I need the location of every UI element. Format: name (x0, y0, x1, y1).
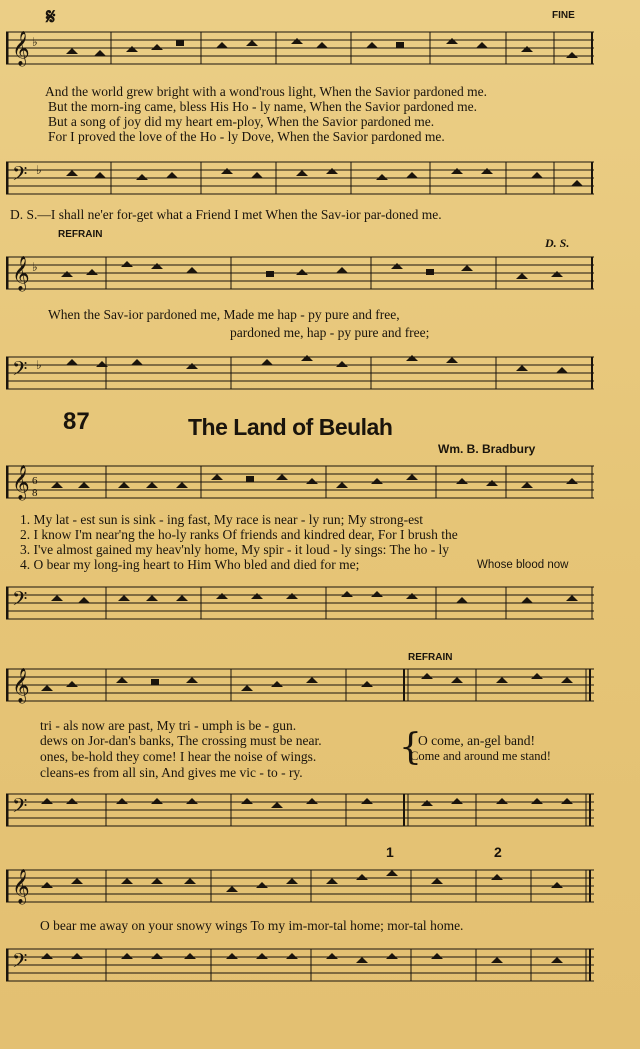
refrain-line-2: Come and around me stand! (410, 749, 551, 763)
svg-text:♭: ♭ (32, 35, 38, 49)
v4-line-a-tail: Whose blood now (477, 559, 569, 571)
hymn-number: 87 (63, 408, 90, 435)
svg-text:8: 8 (32, 487, 38, 499)
svg-text:♭: ♭ (36, 358, 42, 372)
hymn-composer: Wm. B. Bradbury (438, 442, 536, 456)
staff-treble-4 (6, 665, 594, 705)
staff-bass-3 (6, 583, 594, 623)
v4-line-a: 4. O bear my long-ing heart to Him Who bled and died for me; (20, 557, 360, 572)
verse-line-3: But a song of joy did my heart em-ploy, When the Savior pardoned me. (48, 114, 435, 129)
fine-marking: FINE (552, 10, 575, 21)
ds-line: D. S.—I shall ne'er for-get what a Friend I met When the Sav-ior par-doned me. (10, 207, 442, 222)
svg-text:𝄞: 𝄞 (12, 256, 30, 291)
svg-text:𝄢: 𝄢 (12, 587, 28, 615)
staff-treble-2 (6, 253, 594, 293)
svg-text:𝄢: 𝄢 (12, 162, 28, 190)
v1-line-b: tri - als now are past, My tri - umph is be - gun. (40, 718, 297, 733)
ending-2: 2 (494, 844, 502, 860)
v2-line-a: 2. I know I'm near'ng the ho-ly ranks Of friends and kindred dear, For I brush the (20, 527, 458, 542)
svg-text:♭: ♭ (36, 163, 42, 177)
v2-line-b: dews on Jor-dan's banks, The crossing must be near. (40, 733, 322, 748)
ds-marking: D. S. (545, 236, 570, 250)
v3-line-a: 3. I've almost gained my heav'nly home, My spir - it loud - ly sings: The ho - ly (20, 542, 450, 557)
svg-text:𝄞: 𝄞 (12, 465, 30, 500)
svg-text:𝄢: 𝄢 (12, 794, 28, 822)
staff-treble-3 (6, 462, 594, 502)
svg-text:𝄞: 𝄞 (12, 31, 30, 66)
refrain-brace: { (399, 727, 422, 768)
svg-text:♭: ♭ (32, 260, 38, 274)
v1-line-a: 1. My lat - est sun is sink - ing fast, My race is near - ly run; My strong-est (20, 512, 424, 527)
refrain-line-1: O come, an-gel band! (418, 733, 535, 748)
staff-bass-1 (6, 158, 594, 198)
svg-text:𝄞: 𝄞 (12, 668, 30, 703)
refrain-label-top: REFRAIN (58, 229, 103, 240)
refrain-label-87: REFRAIN (408, 652, 453, 663)
svg-text:6: 6 (32, 475, 38, 487)
refrain-soprano-line: When the Sav-ior pardoned me, Made me hap - py pure and free, (48, 307, 400, 322)
svg-text:𝄢: 𝄢 (12, 357, 28, 385)
staff-treble-5 (6, 866, 594, 906)
hymn-title: The Land of Beulah (188, 414, 393, 440)
staff-bass-4 (6, 790, 594, 830)
svg-text:𝄞: 𝄞 (12, 869, 30, 904)
final-line: O bear me away on your snowy wings To my im-mor-tal home; mor-tal home. (40, 918, 464, 933)
staff-treble-1 (6, 28, 594, 68)
v3-line-b: ones, be-hold they come! I hear the noise of wings. (40, 749, 317, 764)
verse-line-1: And the world grew bright with a wond'rous light, When the Savior pardoned me. (45, 84, 487, 99)
staff-bass-5 (6, 945, 594, 985)
staff-bass-2 (6, 353, 594, 393)
ending-1: 1 (386, 844, 394, 860)
verse-line-4: For I proved the love of the Ho - ly Dove, When the Savior pardoned me. (48, 129, 445, 144)
v4-line-b: cleans-es from all sin, And gives me vic - to - ry. (40, 765, 303, 780)
svg-text:𝄢: 𝄢 (12, 949, 28, 977)
verse-line-2: But the morn-ing came, bless His Ho - ly name, When the Savior pardoned me. (48, 99, 478, 114)
refrain-bass-line: pardoned me, hap - py pure and free; (230, 325, 430, 340)
segno-sign: 𝄋 (46, 4, 56, 30)
